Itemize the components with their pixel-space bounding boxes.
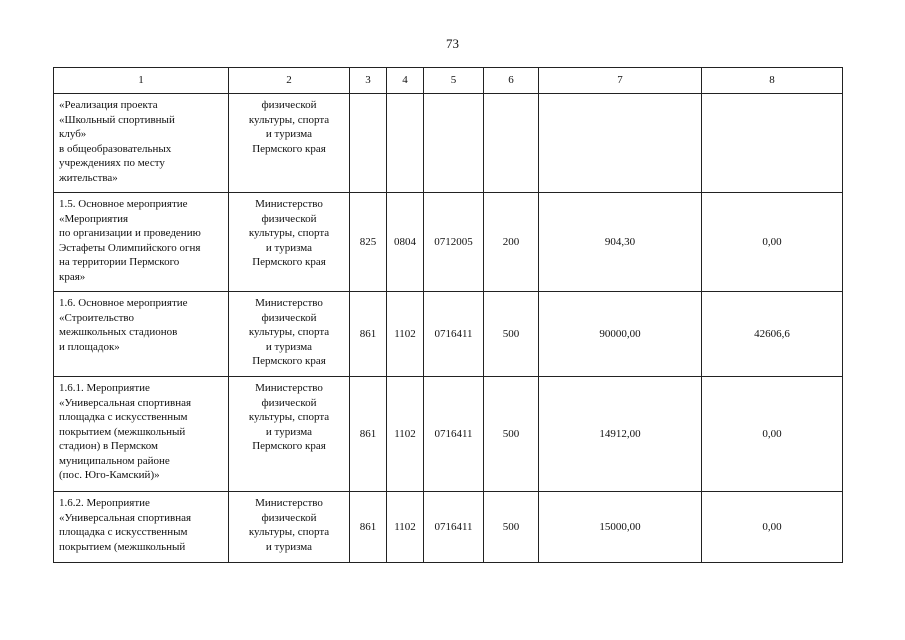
amount-cell bbox=[539, 94, 702, 193]
amount-cell-secondary: 0,00 bbox=[702, 492, 843, 563]
header-cell-7: 7 bbox=[539, 68, 702, 94]
header-cell-3: 3 bbox=[350, 68, 387, 94]
amount-cell: 904,30 bbox=[539, 193, 702, 292]
table-row bbox=[54, 377, 843, 492]
table-row bbox=[54, 492, 843, 563]
amount-cell: 90000,00 bbox=[539, 292, 702, 377]
ministry-code-cell: 861 bbox=[350, 492, 387, 563]
table-row bbox=[54, 94, 843, 193]
ministry-code-cell: 861 bbox=[350, 292, 387, 377]
activity-description: 1.5. Основное мероприятие «Мероприятия по организации и проведению Эстафеты Олимпийского огня на территории Пермского края» bbox=[54, 193, 229, 292]
activity-description: «Реализация проекта «Школьный спортивный клуб» в общеобразовательных учреждениях по месту жительства» bbox=[54, 94, 229, 193]
section-code-cell: 1102 bbox=[387, 377, 424, 492]
header-cell-8: 8 bbox=[702, 68, 843, 94]
expense-type-cell bbox=[484, 94, 539, 193]
target-article-cell: 0712005 bbox=[424, 193, 484, 292]
activity-description: 1.6.2. Мероприятие «Универсальная спортивная площадка с искусственным покрытием (межшкольный bbox=[54, 492, 229, 563]
expense-type-cell: 500 bbox=[484, 377, 539, 492]
header-cell-6: 6 bbox=[484, 68, 539, 94]
expense-type-cell: 200 bbox=[484, 193, 539, 292]
responsible-organization: физической культуры, спорта и туризма Пермского края bbox=[229, 94, 350, 193]
section-code-cell: 0804 bbox=[387, 193, 424, 292]
expense-type-cell: 500 bbox=[484, 492, 539, 563]
budget-table bbox=[53, 67, 843, 563]
responsible-organization: Министерство физической культуры, спорта и туризма bbox=[229, 492, 350, 563]
section-code-cell: 1102 bbox=[387, 292, 424, 377]
target-article-cell: 0716411 bbox=[424, 292, 484, 377]
page-number: 73 bbox=[446, 36, 459, 51]
ministry-code-cell: 825 bbox=[350, 193, 387, 292]
amount-cell: 15000,00 bbox=[539, 492, 702, 563]
header-cell-2: 2 bbox=[229, 68, 350, 94]
ministry-code-cell bbox=[350, 94, 387, 193]
amount-cell-secondary: 0,00 bbox=[702, 377, 843, 492]
target-article-cell bbox=[424, 94, 484, 193]
activity-description: 1.6. Основное мероприятие «Строительство межшкольных стадионов и площадок» bbox=[54, 292, 229, 377]
target-article-cell: 0716411 bbox=[424, 492, 484, 563]
section-code-cell: 1102 bbox=[387, 492, 424, 563]
amount-cell-secondary: 42606,6 bbox=[702, 292, 843, 377]
amount-cell: 14912,00 bbox=[539, 377, 702, 492]
activity-description: 1.6.1. Мероприятие «Универсальная спортивная площадка с искусственным покрытием (межшкольный стадион) в Пермском муниципальном районе (пос. Юго-Камский)» bbox=[54, 377, 229, 492]
target-article-cell: 0716411 bbox=[424, 377, 484, 492]
ministry-code-cell: 861 bbox=[350, 377, 387, 492]
expense-type-cell: 500 bbox=[484, 292, 539, 377]
amount-cell-secondary: 0,00 bbox=[702, 193, 843, 292]
responsible-organization: Министерство физической культуры, спорта и туризма Пермского края bbox=[229, 292, 350, 377]
section-code-cell bbox=[387, 94, 424, 193]
responsible-organization: Министерство физической культуры, спорта и туризма Пермского края bbox=[229, 377, 350, 492]
table-header-row bbox=[54, 68, 843, 94]
amount-cell-secondary bbox=[702, 94, 843, 193]
header-cell-1: 1 bbox=[54, 68, 229, 94]
table-row bbox=[54, 292, 843, 377]
responsible-organization: Министерство физической культуры, спорта и туризма Пермского края bbox=[229, 193, 350, 292]
header-cell-5: 5 bbox=[424, 68, 484, 94]
table-row bbox=[54, 193, 843, 292]
header-cell-4: 4 bbox=[387, 68, 424, 94]
